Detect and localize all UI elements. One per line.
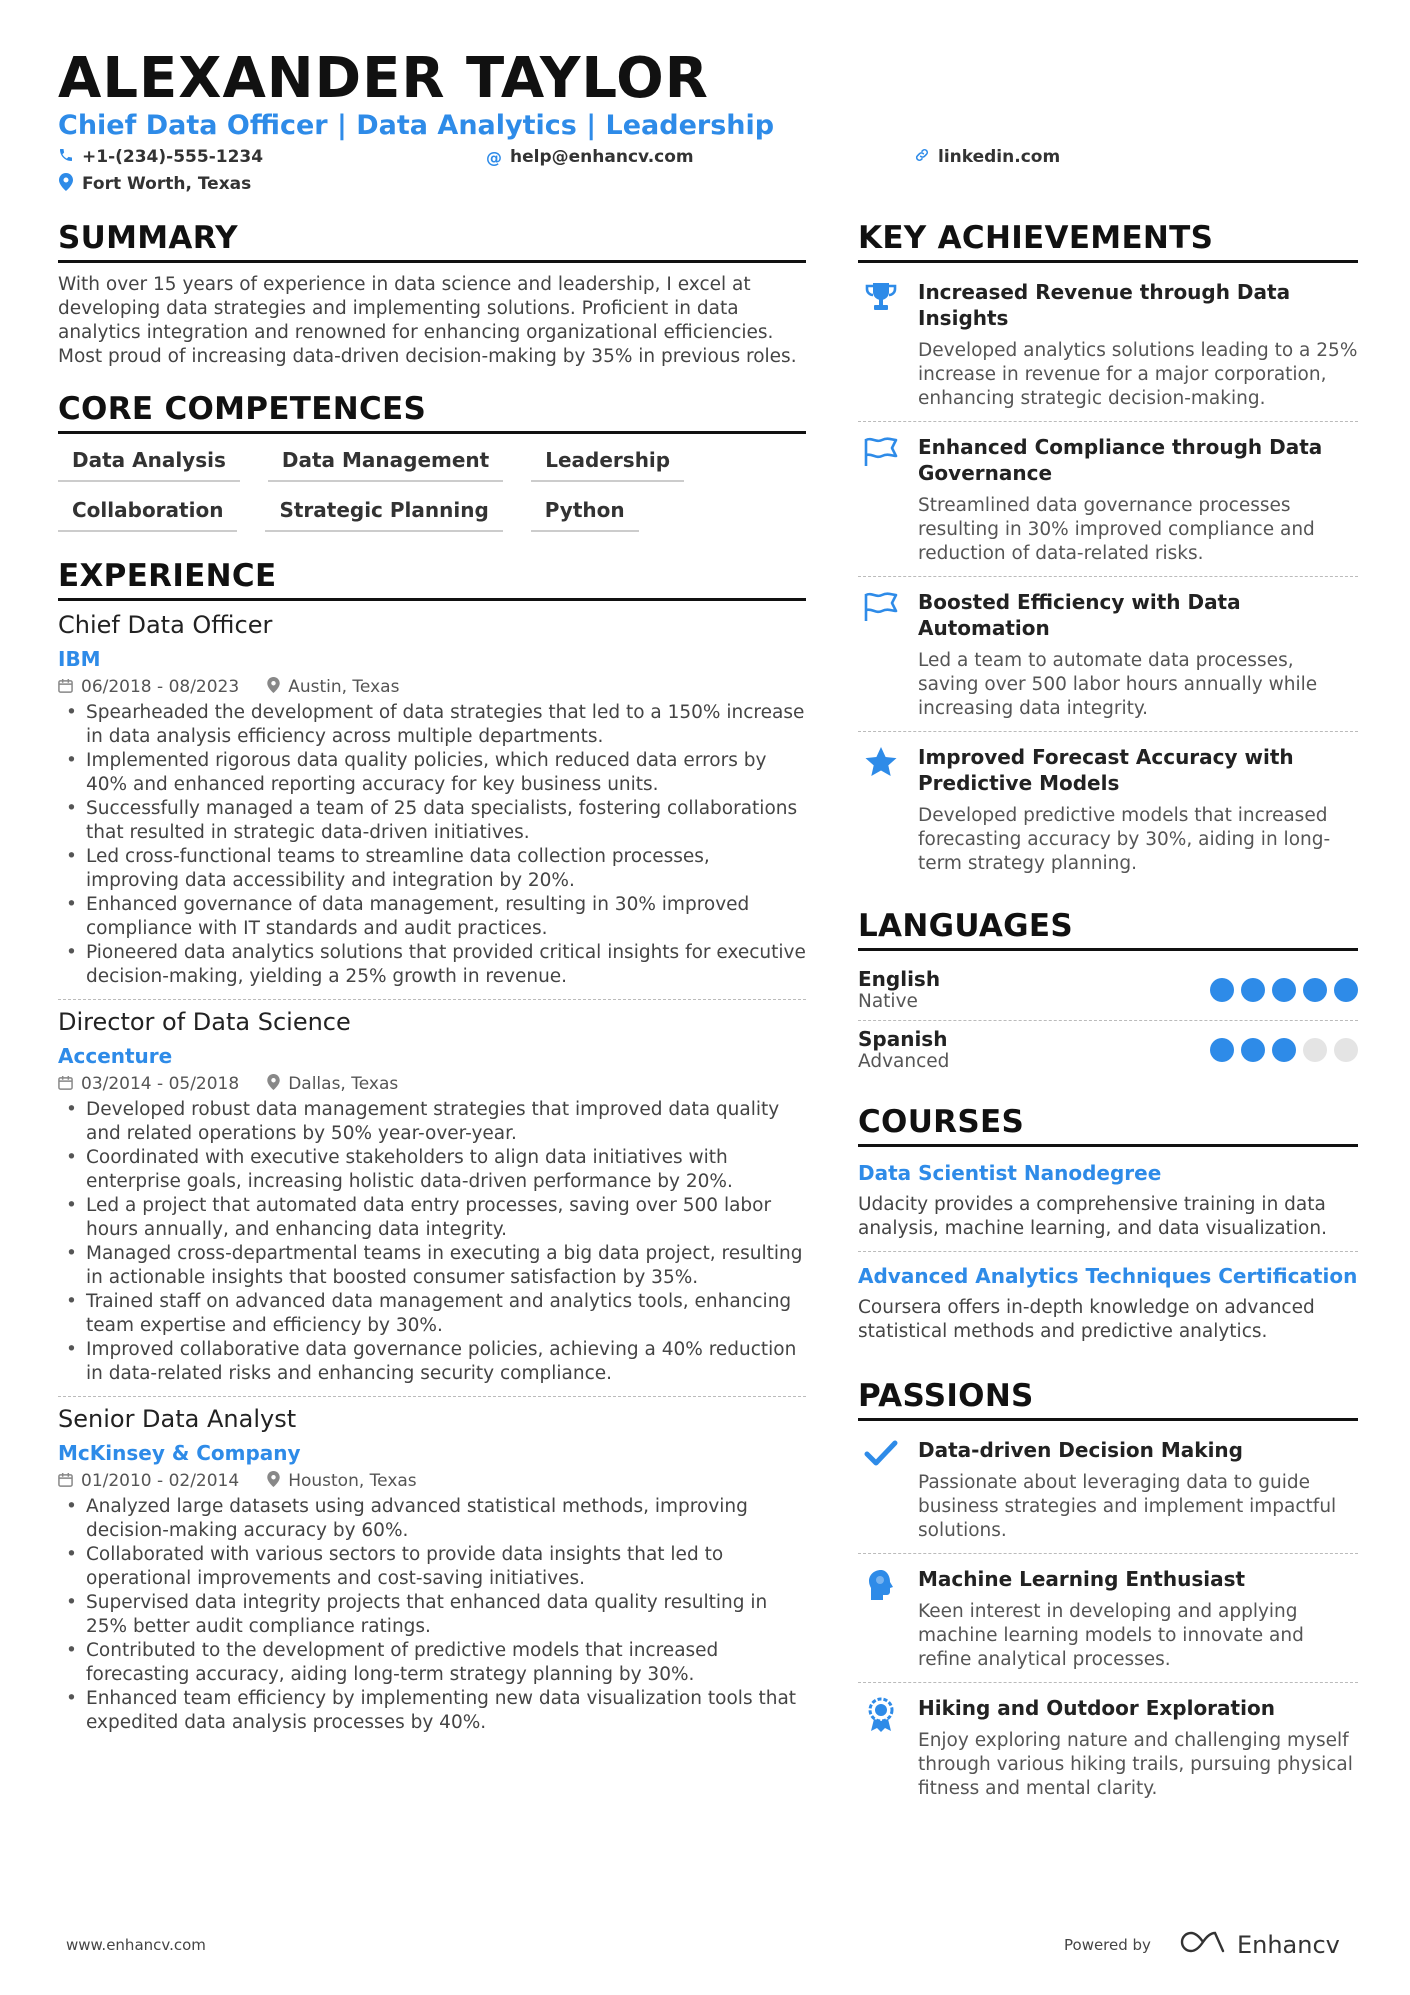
rating-dot-filled bbox=[1241, 1038, 1265, 1062]
achievement-title: Boosted Efficiency with Data Automation bbox=[918, 590, 1241, 640]
course-desc: Coursera offers in-depth knowledge on advanced statistical methods and predictive analytics. bbox=[858, 1297, 1315, 1342]
phone-icon bbox=[58, 147, 74, 167]
location-pin-icon bbox=[267, 677, 280, 697]
competence-tag: Data Analysis bbox=[58, 444, 240, 482]
enhancv-logo-icon bbox=[1179, 1930, 1227, 1960]
location-pin-icon bbox=[58, 173, 74, 195]
courses-heading: COURSES bbox=[858, 1104, 1358, 1147]
achievement-desc: Developed analytics solutions leading to a 25% increase in revenue for a major corporation, enhancing strategic decision-making. bbox=[918, 340, 1358, 409]
competences-list bbox=[58, 444, 806, 532]
summary-section bbox=[58, 220, 806, 369]
job-location: Austin, Texas bbox=[288, 677, 400, 697]
passion-title: Hiking and Outdoor Exploration bbox=[918, 1696, 1275, 1720]
courses-section bbox=[858, 1104, 1358, 1354]
passion-item bbox=[858, 1689, 1358, 1811]
flag-icon bbox=[858, 434, 904, 566]
checkmark-icon bbox=[858, 1437, 904, 1543]
achievement-desc: Streamlined data governance processes resulting in 30% improved compliance and reduction of data-related risks. bbox=[918, 495, 1315, 564]
brand-name: Enhancv bbox=[1236, 1931, 1340, 1959]
bullet-item: • Developed robust data management strategies that improved data quality and related operations by 50% year-over-year. bbox=[58, 1098, 806, 1146]
job-title: Senior Data Analyst bbox=[58, 1405, 297, 1433]
trophy-icon bbox=[858, 279, 904, 411]
candidate-name: ALEXANDER TAYLOR bbox=[58, 46, 709, 111]
bullet-item: • Led a project that automated data entry processes, saving over 500 labor hours annually, and enhancing data integrity. bbox=[58, 1194, 806, 1242]
job-meta bbox=[58, 1471, 806, 1491]
star-icon bbox=[858, 744, 904, 876]
rating-dot-empty bbox=[1334, 1038, 1358, 1062]
language-level: Advanced bbox=[858, 1051, 950, 1072]
achievement-title: Enhanced Compliance through Data Governance bbox=[918, 435, 1323, 485]
location-pin-icon bbox=[267, 1471, 280, 1491]
achievement-item bbox=[858, 273, 1358, 422]
location-text: Fort Worth, Texas bbox=[82, 174, 252, 194]
job-bullets bbox=[58, 1495, 806, 1735]
job-entry bbox=[58, 611, 806, 1000]
course-item bbox=[858, 1260, 1358, 1354]
email-text[interactable]: help@enhancv.com bbox=[510, 147, 694, 167]
bullet-item: • Spearheaded the development of data strategies that led to a 150% increase in data analysis efficiency across multiple departments. bbox=[58, 701, 806, 749]
passions-section bbox=[858, 1378, 1358, 1811]
passion-desc: Passionate about leveraging data to guide business strategies and implement impactful solutions. bbox=[918, 1472, 1337, 1541]
competence-tag: Strategic Planning bbox=[265, 494, 502, 532]
competence-tag: Python bbox=[531, 494, 639, 532]
job-meta bbox=[58, 1074, 806, 1094]
bullet-item: • Improved collaborative data governance policies, achieving a 40% reduction in data-related risks and enhancing security compliance. bbox=[58, 1338, 806, 1386]
language-item bbox=[858, 1021, 1358, 1080]
course-title: Data Scientist Nanodegree bbox=[858, 1161, 1162, 1185]
achievement-title: Improved Forecast Accuracy with Predictive Models bbox=[918, 745, 1294, 795]
linkedin-text[interactable]: linkedin.com bbox=[938, 147, 1061, 167]
medal-icon bbox=[858, 1695, 904, 1801]
bullet-item: • Enhanced governance of data management, resulting in 30% improved compliance with IT standards and audit practices. bbox=[58, 893, 806, 941]
achievement-title: Increased Revenue through Data Insights bbox=[918, 280, 1291, 330]
language-level: Native bbox=[858, 991, 918, 1012]
job-location: Houston, Texas bbox=[288, 1471, 417, 1491]
candidate-title: Chief Data Officer | Data Analytics | Leadership bbox=[58, 110, 775, 141]
rating-dot-filled bbox=[1272, 978, 1296, 1002]
rating-dot-empty bbox=[1303, 1038, 1327, 1062]
contact-email[interactable] bbox=[486, 147, 694, 167]
job-bullets bbox=[58, 1098, 806, 1386]
bullet-item: • Implemented rigorous data quality policies, which reduced data errors by 40% and enhanced reporting accuracy for key business units. bbox=[58, 749, 806, 797]
achievements-heading: KEY ACHIEVEMENTS bbox=[858, 220, 1358, 263]
bullet-item: • Collaborated with various sectors to provide data insights that led to operational improvements and cost-saving initiatives. bbox=[58, 1543, 806, 1591]
passion-desc: Enjoy exploring nature and challenging myself through various hiking trails, pursuing physical fitness and mental clarity. bbox=[918, 1730, 1353, 1799]
summary-heading: SUMMARY bbox=[58, 220, 806, 263]
bullet-item: • Led cross-functional teams to streamline data collection processes, improving data accessibility and integration by 20%. bbox=[58, 845, 806, 893]
left-column bbox=[58, 220, 806, 1753]
flag-icon bbox=[858, 589, 904, 721]
head-icon bbox=[858, 1566, 904, 1672]
job-location: Dallas, Texas bbox=[288, 1074, 399, 1094]
bullet-item: • Analyzed large datasets using advanced statistical methods, improving decision-making accuracy by 60%. bbox=[58, 1495, 806, 1543]
job-entry bbox=[58, 1008, 806, 1397]
competence-tag: Leadership bbox=[531, 444, 684, 482]
achievements-section bbox=[858, 220, 1358, 886]
experience-heading: EXPERIENCE bbox=[58, 558, 806, 601]
achievement-desc: Led a team to automate data processes, saving over 500 labor hours annually while increasing data integrity. bbox=[918, 650, 1318, 719]
languages-heading: LANGUAGES bbox=[858, 908, 1358, 951]
job-entry bbox=[58, 1405, 806, 1745]
company-name: IBM bbox=[58, 647, 101, 671]
rating-dot-filled bbox=[1272, 1038, 1296, 1062]
bullet-item: • Contributed to the development of predictive models that increased forecasting accuracy, aiding long-term strategy planning by 30%. bbox=[58, 1639, 806, 1687]
company-name: Accenture bbox=[58, 1044, 173, 1068]
course-item bbox=[858, 1157, 1358, 1252]
calendar-icon bbox=[58, 678, 73, 697]
passion-title: Data-driven Decision Making bbox=[918, 1438, 1243, 1462]
achievement-item bbox=[858, 583, 1358, 732]
job-dates: 03/2014 - 05/2018 bbox=[81, 1074, 240, 1094]
job-title: Chief Data Officer bbox=[58, 611, 273, 639]
phone-text: +1-(234)-555-1234 bbox=[82, 147, 264, 167]
rating-dot-filled bbox=[1210, 978, 1234, 1002]
job-dates: 01/2010 - 02/2014 bbox=[81, 1471, 240, 1491]
bullet-item: • Managed cross-departmental teams in executing a big data project, resulting in actionable insights that boosted consumer satisfaction by 35%. bbox=[58, 1242, 806, 1290]
brand-logo[interactable] bbox=[1179, 1930, 1340, 1960]
language-name: English bbox=[858, 967, 941, 991]
bullet-item: • Pioneered data analytics solutions that provided critical insights for executive decision-making, yielding a 25% growth in revenue. bbox=[58, 941, 806, 989]
job-bullets bbox=[58, 701, 806, 989]
language-rating bbox=[1210, 978, 1358, 1002]
rating-dot-filled bbox=[1210, 1038, 1234, 1062]
bullet-item: • Supervised data integrity projects that enhanced data quality resulting in 25% better audit compliance ratings. bbox=[58, 1591, 806, 1639]
language-item bbox=[858, 961, 1358, 1021]
competence-tag: Collaboration bbox=[58, 494, 237, 532]
contact-linkedin[interactable] bbox=[914, 147, 1060, 167]
job-meta bbox=[58, 677, 806, 697]
at-icon: @ bbox=[486, 147, 502, 167]
rating-dot-filled bbox=[1303, 978, 1327, 1002]
language-name: Spanish bbox=[858, 1027, 948, 1051]
languages-section bbox=[858, 908, 1358, 1080]
course-title: Advanced Analytics Techniques Certification bbox=[858, 1264, 1358, 1288]
achievement-item bbox=[858, 738, 1358, 886]
location-pin-icon bbox=[267, 1074, 280, 1094]
bullet-item: • Successfully managed a team of 25 data specialists, fostering collaborations that resulted in strategic data-driven initiatives. bbox=[58, 797, 806, 845]
job-title: Director of Data Science bbox=[58, 1008, 351, 1036]
rating-dot-filled bbox=[1334, 978, 1358, 1002]
experience-section bbox=[58, 558, 806, 1745]
passion-item bbox=[858, 1431, 1358, 1554]
competences-heading: CORE COMPETENCES bbox=[58, 391, 806, 434]
language-rating bbox=[1210, 1038, 1358, 1062]
bullet-item: • Trained staff on advanced data management and analytics tools, enhancing team expertise and efficiency by 30%. bbox=[58, 1290, 806, 1338]
job-dates: 06/2018 - 08/2023 bbox=[81, 677, 240, 697]
footer-branding bbox=[1064, 1930, 1340, 1960]
passion-item bbox=[858, 1560, 1358, 1683]
powered-by-label: Powered by bbox=[1064, 1936, 1151, 1954]
company-name: McKinsey & Company bbox=[58, 1441, 301, 1465]
passion-title: Machine Learning Enthusiast bbox=[918, 1567, 1246, 1591]
passions-heading: PASSIONS bbox=[858, 1378, 1358, 1421]
achievement-item bbox=[858, 428, 1358, 577]
achievement-desc: Developed predictive models that increased forecasting accuracy by 30%, aiding in long-term strategy planning. bbox=[918, 805, 1331, 874]
contact-phone bbox=[58, 147, 263, 167]
right-column bbox=[858, 220, 1358, 1817]
passion-desc: Keen interest in developing and applying machine learning models to innovate and refine analytical processes. bbox=[918, 1601, 1304, 1670]
competences-section bbox=[58, 391, 806, 532]
competence-tag: Data Management bbox=[268, 444, 503, 482]
summary-text: With over 15 years of experience in data science and leadership, I excel at developing data strategies and implementing solutions. Proficient in data analytics integration and renowned for enhancing organizational efficiencies. Most proud of increasing data-driven decision-making by 35% in previous roles. bbox=[58, 274, 797, 367]
bullet-item: • Enhanced team efficiency by implementing new data visualization tools that expedited data analysis processes by 40%. bbox=[58, 1687, 806, 1735]
calendar-icon bbox=[58, 1075, 73, 1094]
footer-website[interactable]: www.enhancv.com bbox=[66, 1936, 206, 1954]
course-desc: Udacity provides a comprehensive training in data analysis, machine learning, and data visualization. bbox=[858, 1194, 1327, 1239]
rating-dot-filled bbox=[1241, 978, 1265, 1002]
contact-location bbox=[58, 173, 251, 195]
calendar-icon bbox=[58, 1472, 73, 1491]
bullet-item: • Coordinated with executive stakeholders to align data initiatives with enterprise goals, increasing holistic data-driven performance by 20%. bbox=[58, 1146, 806, 1194]
link-icon bbox=[914, 147, 930, 167]
